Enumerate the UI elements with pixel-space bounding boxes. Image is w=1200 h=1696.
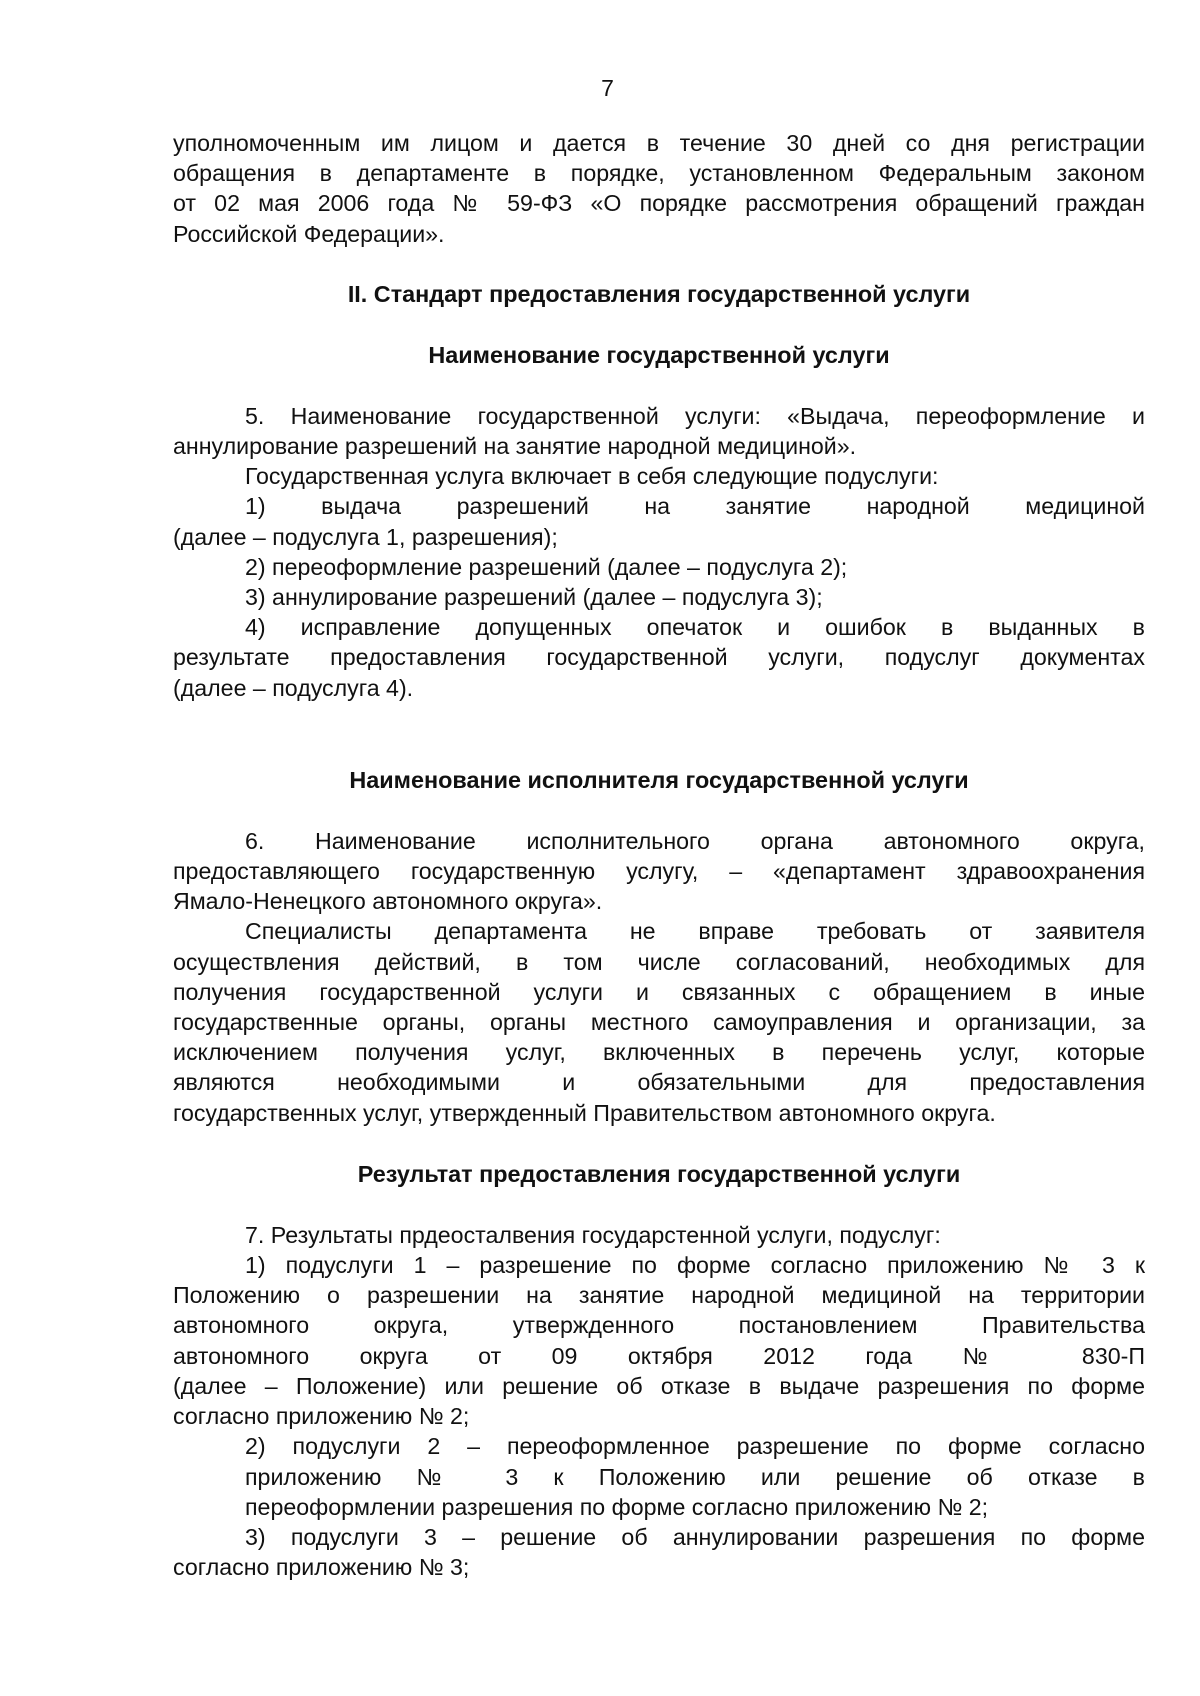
list-item: 3) аннулирование разрешений (далее – подуслуга 3); [245, 584, 823, 611]
list-item [173, 1431, 1145, 1522]
text-line: являются необходимыми и обязательными для предоставления [173, 1069, 1145, 1096]
text-line: исключением получения услуг, включенных в перечень услуг, которые [173, 1039, 1145, 1066]
paragraph-includes: Государственная услуга включает в себя следующие подуслуги: [245, 463, 939, 490]
text-line: 2) подуслуги 2 – переоформленное разрешение по форме согласно [245, 1433, 1145, 1460]
text-line: (далее – подуслуга 4). [173, 674, 414, 701]
subsection-heading: Результат предоставления государственной услуги [357, 1160, 961, 1187]
list-item [173, 491, 1145, 551]
text-line: Ямало-Ненецкого автономного округа». [173, 888, 603, 915]
section-title: II. Стандарт предоставления государственной услуги [347, 280, 971, 307]
paragraph-7: 7. Результаты прдеосталвения государстенной услуги, подуслуг: [245, 1221, 941, 1248]
paragraph-specialists [173, 916, 1145, 1127]
text-line: осуществления действий, в том числе согласований, необходимых для [173, 948, 1145, 975]
document-body [173, 128, 1145, 1582]
list-item: 2) переоформление разрешений (далее – подуслуга 2); [245, 553, 848, 580]
subsection-heading: Наименование исполнителя государственной услуги [349, 766, 969, 793]
text-line: Положению о разрешении на занятие народной медициной на территории [173, 1282, 1145, 1309]
text-line: 1) выдача разрешений на занятие народной медициной [245, 493, 1145, 520]
list-item [173, 1250, 1145, 1431]
text-line: 3) подуслуги 3 – решение об аннулировании разрешения по форме [245, 1523, 1145, 1550]
text-line: Специалисты департамента не вправе требовать от заявителя [245, 918, 1145, 945]
text-line: уполномоченным им лицом и дается в течение 30 дней со дня регистрации [173, 130, 1145, 156]
text-line: (далее – подуслуга 1, разрешения); [173, 523, 558, 550]
text-line: государственные органы, органы местного самоуправления и организации, за [173, 1009, 1145, 1036]
text-line: предоставляющего государственную услугу, – «департамент здравоохранения [173, 858, 1145, 885]
text-line: получения государственной услуги и связанных с обращением в иные [173, 978, 1145, 1005]
list-item [173, 612, 1145, 703]
text-line: обращения в департаменте в порядке, установленном Федеральным законом [173, 160, 1145, 187]
list-item [173, 1522, 1145, 1582]
text-line: 5. Наименование государственной услуги: «Выдача, переоформление и [245, 402, 1145, 429]
text-line: от 02 мая 2006 года № 59-ФЗ «О порядке рассмотрения обращений граждан [173, 190, 1145, 217]
text-line: результате предоставления государственной услуги, подуслуг документах [173, 644, 1145, 671]
text-line: автономного округа от 09 октября 2012 года № 830-П [173, 1342, 1145, 1369]
text-line: переоформлении разрешения по форме согласно приложению № 2; [245, 1493, 989, 1520]
intro-paragraph [173, 128, 1145, 249]
text-line: 4) исправление допущенных опечаток и ошибок в выданных в [245, 614, 1145, 641]
text-line: аннулирование разрешений на занятие народной медициной». [173, 433, 857, 460]
paragraph-5 [173, 401, 1145, 461]
paragraph-6 [173, 826, 1145, 917]
text-line: (далее – Положение) или решение об отказе в выдаче разрешения по форме [173, 1372, 1145, 1399]
text-line: государственных услуг, утвержденный Правительством автономного округа. [173, 1099, 996, 1126]
text-line: согласно приложению № 3; [173, 1554, 470, 1581]
text-line: Российской Федерации». [173, 220, 445, 247]
page-number: 7 [601, 75, 614, 101]
text-line: автономного округа, утвержденного постановлением Правительства [173, 1312, 1145, 1339]
text-line: приложению № 3 к Положению или решение об отказе в [245, 1463, 1145, 1490]
subsection-heading: Наименование государственной услуги [428, 341, 890, 368]
text-line: 6. Наименование исполнительного органа автономного округа, [245, 827, 1145, 854]
text-line: согласно приложению № 2; [173, 1403, 470, 1430]
text-line: 1) подуслуги 1 – разрешение по форме согласно приложению № 3 к [245, 1252, 1145, 1279]
